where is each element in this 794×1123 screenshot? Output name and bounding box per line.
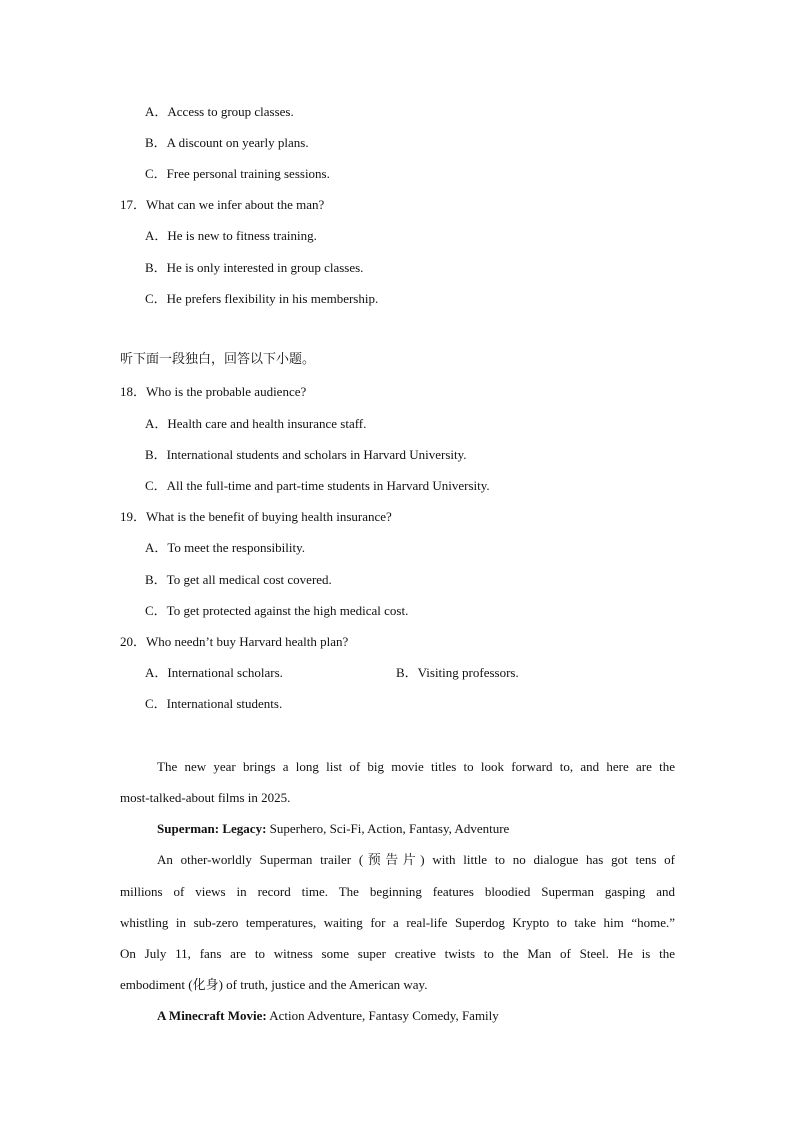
option-c: C．To get protected against the high medical cost. [145,603,409,618]
film-1-line-1: An other-worldly Superman trailer (预告片) with little to no dialogue has got tens of [157,852,675,867]
option-a: A．To meet the responsibility. [145,540,305,555]
option-b: B．To get all medical cost covered. [145,572,332,587]
film-2-genres: Action Adventure, Fantasy Comedy, Family [266,1008,499,1023]
option-a: A．International scholars. [145,665,283,680]
film-2-heading [157,1008,499,1024]
film-1-line-3: whistling in sub-zero temperatures, waiting for a real-life Superdog Krypto to take him “home.” [120,915,675,930]
option-a: A．Health care and health insurance staff. [145,416,367,431]
option-c: C．All the full-time and part-time students in Harvard University. [145,478,490,493]
film-1-heading [157,821,509,837]
option-b: B．Visiting professors. [396,665,519,680]
section-instruction: 听下面一段独白，回答以下小题。 [120,352,316,367]
option-c: C．He prefers flexibility in his membership. [145,291,379,306]
option-b: B．He is only interested in group classes. [145,260,364,275]
q16-option-a: A．Access to group classes. [145,104,294,119]
q16-option-b: B．A discount on yearly plans. [145,135,309,150]
film-1-line-5: embodiment (化身) of truth, justice and the American way. [120,977,428,992]
question-text: 18．Who is the probable audience? [120,384,307,399]
q16-option-c: C．Free personal training sessions. [145,166,330,181]
intro-line-2: most-talked-about films in 2025. [120,790,291,805]
film-1-title: Superman: Legacy: [157,821,267,836]
option-a: A．He is new to fitness training. [145,228,317,243]
question-text: 20．Who needn’t buy Harvard health plan? [120,634,349,649]
intro-line-1: The new year brings a long list of big movie titles to look forward to, and here are the [157,759,675,774]
film-1-line-4: On July 11, fans are to witness some super creative twists to the Man of Steel. He is the [120,946,675,961]
film-2-title: A Minecraft Movie: [157,1008,267,1023]
option-c: C．International students. [145,696,283,711]
question-text: 17．What can we infer about the man? [120,197,325,212]
film-1-genres: Superhero, Sci-Fi, Action, Fantasy, Adventure [266,821,510,836]
option-b: B．International students and scholars in Harvard University. [145,447,467,462]
question-text: 19．What is the benefit of buying health insurance? [120,509,392,524]
film-1-line-2: millions of views in record time. The beginning features bloodied Superman gasping and [120,884,675,899]
